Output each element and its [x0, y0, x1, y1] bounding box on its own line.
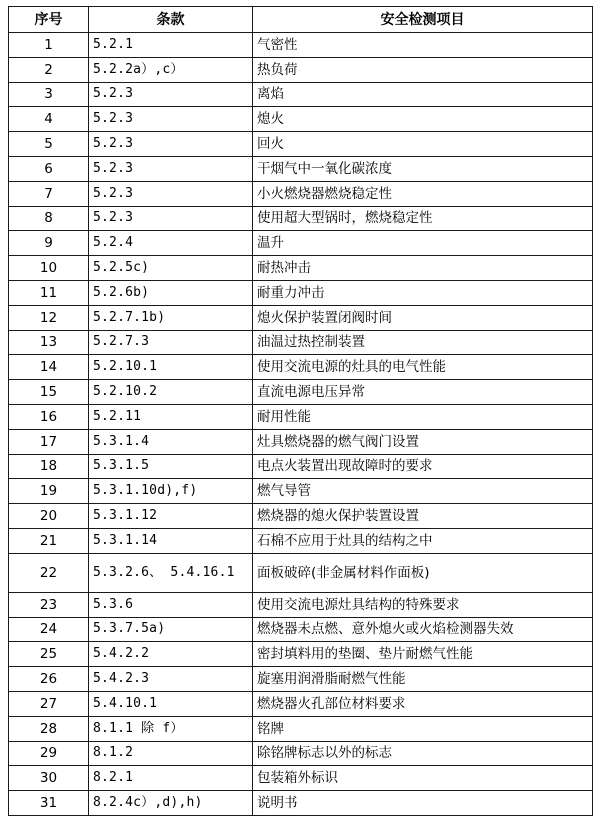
row-test-item: 热负荷 [253, 57, 593, 82]
table-row [9, 404, 593, 429]
row-test-item: 面板破碎(非金属材料作面板) [253, 553, 593, 592]
row-serial-no: 30 [9, 766, 89, 791]
table-row [9, 617, 593, 642]
table-row [9, 156, 593, 181]
header-serial-no: 序号 [9, 7, 89, 33]
row-clause: 5.2.7.1b) [89, 305, 253, 330]
row-serial-no: 8 [9, 206, 89, 231]
row-serial-no: 9 [9, 231, 89, 256]
table-row [9, 330, 593, 355]
row-serial-no: 21 [9, 528, 89, 553]
row-test-item: 灶具燃烧器的燃气阀门设置 [253, 429, 593, 454]
row-test-item: 耐用性能 [253, 404, 593, 429]
row-clause: 5.3.1.5 [89, 454, 253, 479]
table-row [9, 280, 593, 305]
row-serial-no: 28 [9, 716, 89, 741]
row-clause: 5.2.3 [89, 82, 253, 107]
row-clause: 5.2.4 [89, 231, 253, 256]
row-serial-no: 4 [9, 107, 89, 132]
row-serial-no: 20 [9, 504, 89, 529]
row-clause: 8.1.1 除 f） [89, 716, 253, 741]
row-serial-no: 5 [9, 132, 89, 157]
table-row [9, 57, 593, 82]
row-clause: 5.4.10.1 [89, 691, 253, 716]
row-test-item: 温升 [253, 231, 593, 256]
table-row [9, 741, 593, 766]
row-test-item: 耐热冲击 [253, 256, 593, 281]
row-serial-no: 10 [9, 256, 89, 281]
table-row [9, 791, 593, 816]
row-serial-no: 6 [9, 156, 89, 181]
row-test-item: 燃烧器未点燃、意外熄火或火焰检测器失效 [253, 617, 593, 642]
row-clause: 5.3.6 [89, 592, 253, 617]
row-test-item: 旋塞用润滑脂耐燃气性能 [253, 667, 593, 692]
table-row [9, 355, 593, 380]
row-test-item: 包装箱外标识 [253, 766, 593, 791]
table-row [9, 504, 593, 529]
header-row [9, 7, 593, 33]
row-test-item: 小火燃烧器燃烧稳定性 [253, 181, 593, 206]
row-clause: 5.2.3 [89, 206, 253, 231]
row-test-item: 密封填料用的垫圈、垫片耐燃气性能 [253, 642, 593, 667]
row-clause: 5.2.10.1 [89, 355, 253, 380]
row-clause: 5.2.5c) [89, 256, 253, 281]
row-clause: 5.3.1.10d),f) [89, 479, 253, 504]
safety-test-table [8, 6, 593, 816]
table-row [9, 479, 593, 504]
row-test-item: 耐重力冲击 [253, 280, 593, 305]
row-serial-no: 2 [9, 57, 89, 82]
row-test-item: 除铭牌标志以外的标志 [253, 741, 593, 766]
row-clause: 5.3.1.14 [89, 528, 253, 553]
row-clause: 5.3.1.4 [89, 429, 253, 454]
row-serial-no: 26 [9, 667, 89, 692]
row-serial-no: 16 [9, 404, 89, 429]
header-clause: 条款 [89, 7, 253, 33]
row-serial-no: 13 [9, 330, 89, 355]
table-row [9, 107, 593, 132]
row-serial-no: 3 [9, 82, 89, 107]
table-row [9, 592, 593, 617]
row-serial-no: 17 [9, 429, 89, 454]
table-row [9, 454, 593, 479]
row-test-item: 油温过热控制装置 [253, 330, 593, 355]
row-serial-no: 24 [9, 617, 89, 642]
row-serial-no: 1 [9, 33, 89, 58]
row-serial-no: 15 [9, 380, 89, 405]
row-serial-no: 18 [9, 454, 89, 479]
row-serial-no: 12 [9, 305, 89, 330]
table-row [9, 380, 593, 405]
table-row [9, 231, 593, 256]
row-test-item: 气密性 [253, 33, 593, 58]
row-serial-no: 14 [9, 355, 89, 380]
row-test-item: 燃烧器的熄火保护装置设置 [253, 504, 593, 529]
table-row [9, 132, 593, 157]
table-row [9, 305, 593, 330]
table-row [9, 206, 593, 231]
table-row [9, 642, 593, 667]
row-test-item: 石棉不应用于灶具的结构之中 [253, 528, 593, 553]
row-serial-no: 19 [9, 479, 89, 504]
row-serial-no: 31 [9, 791, 89, 816]
row-test-item: 回火 [253, 132, 593, 157]
row-test-item: 燃烧器火孔部位材料要求 [253, 691, 593, 716]
row-test-item: 使用超大型锅时，燃烧稳定性 [253, 206, 593, 231]
row-serial-no: 11 [9, 280, 89, 305]
row-clause: 5.2.10.2 [89, 380, 253, 405]
row-test-item: 干烟气中一氧化碳浓度 [253, 156, 593, 181]
table-body [9, 33, 593, 816]
header-test-item: 安全检测项目 [253, 7, 593, 33]
row-test-item: 电点火装置出现故障时的要求 [253, 454, 593, 479]
table-row [9, 716, 593, 741]
row-serial-no: 7 [9, 181, 89, 206]
row-clause: 8.2.1 [89, 766, 253, 791]
row-clause: 5.2.1 [89, 33, 253, 58]
row-test-item: 燃气导管 [253, 479, 593, 504]
table-row [9, 429, 593, 454]
row-serial-no: 23 [9, 592, 89, 617]
row-clause: 5.2.3 [89, 107, 253, 132]
row-test-item: 熄火保护装置闭阀时间 [253, 305, 593, 330]
row-clause: 5.2.7.3 [89, 330, 253, 355]
row-clause: 5.3.2.6、 5.4.16.1 [89, 553, 253, 592]
row-clause: 5.3.7.5a) [89, 617, 253, 642]
row-test-item: 铭牌 [253, 716, 593, 741]
table-row [9, 691, 593, 716]
table-row [9, 553, 593, 592]
table-row [9, 33, 593, 58]
row-clause: 5.2.3 [89, 181, 253, 206]
row-test-item: 使用交流电源灶具结构的特殊要求 [253, 592, 593, 617]
table-header [9, 7, 593, 33]
row-test-item: 直流电源电压异常 [253, 380, 593, 405]
row-clause: 5.2.6b) [89, 280, 253, 305]
row-clause: 5.2.2a）,c） [89, 57, 253, 82]
row-clause: 5.4.2.2 [89, 642, 253, 667]
row-test-item: 使用交流电源的灶具的电气性能 [253, 355, 593, 380]
row-serial-no: 29 [9, 741, 89, 766]
row-clause: 5.2.3 [89, 156, 253, 181]
row-test-item: 说明书 [253, 791, 593, 816]
table-row [9, 82, 593, 107]
row-clause: 5.2.11 [89, 404, 253, 429]
table-row [9, 528, 593, 553]
row-clause: 5.2.3 [89, 132, 253, 157]
table-row [9, 181, 593, 206]
row-clause: 5.4.2.3 [89, 667, 253, 692]
table-row [9, 667, 593, 692]
row-clause: 8.2.4c）,d),h) [89, 791, 253, 816]
row-serial-no: 22 [9, 553, 89, 592]
row-serial-no: 27 [9, 691, 89, 716]
row-clause: 8.1.2 [89, 741, 253, 766]
row-test-item: 离焰 [253, 82, 593, 107]
row-test-item: 熄火 [253, 107, 593, 132]
row-serial-no: 25 [9, 642, 89, 667]
table-row [9, 256, 593, 281]
row-clause: 5.3.1.12 [89, 504, 253, 529]
